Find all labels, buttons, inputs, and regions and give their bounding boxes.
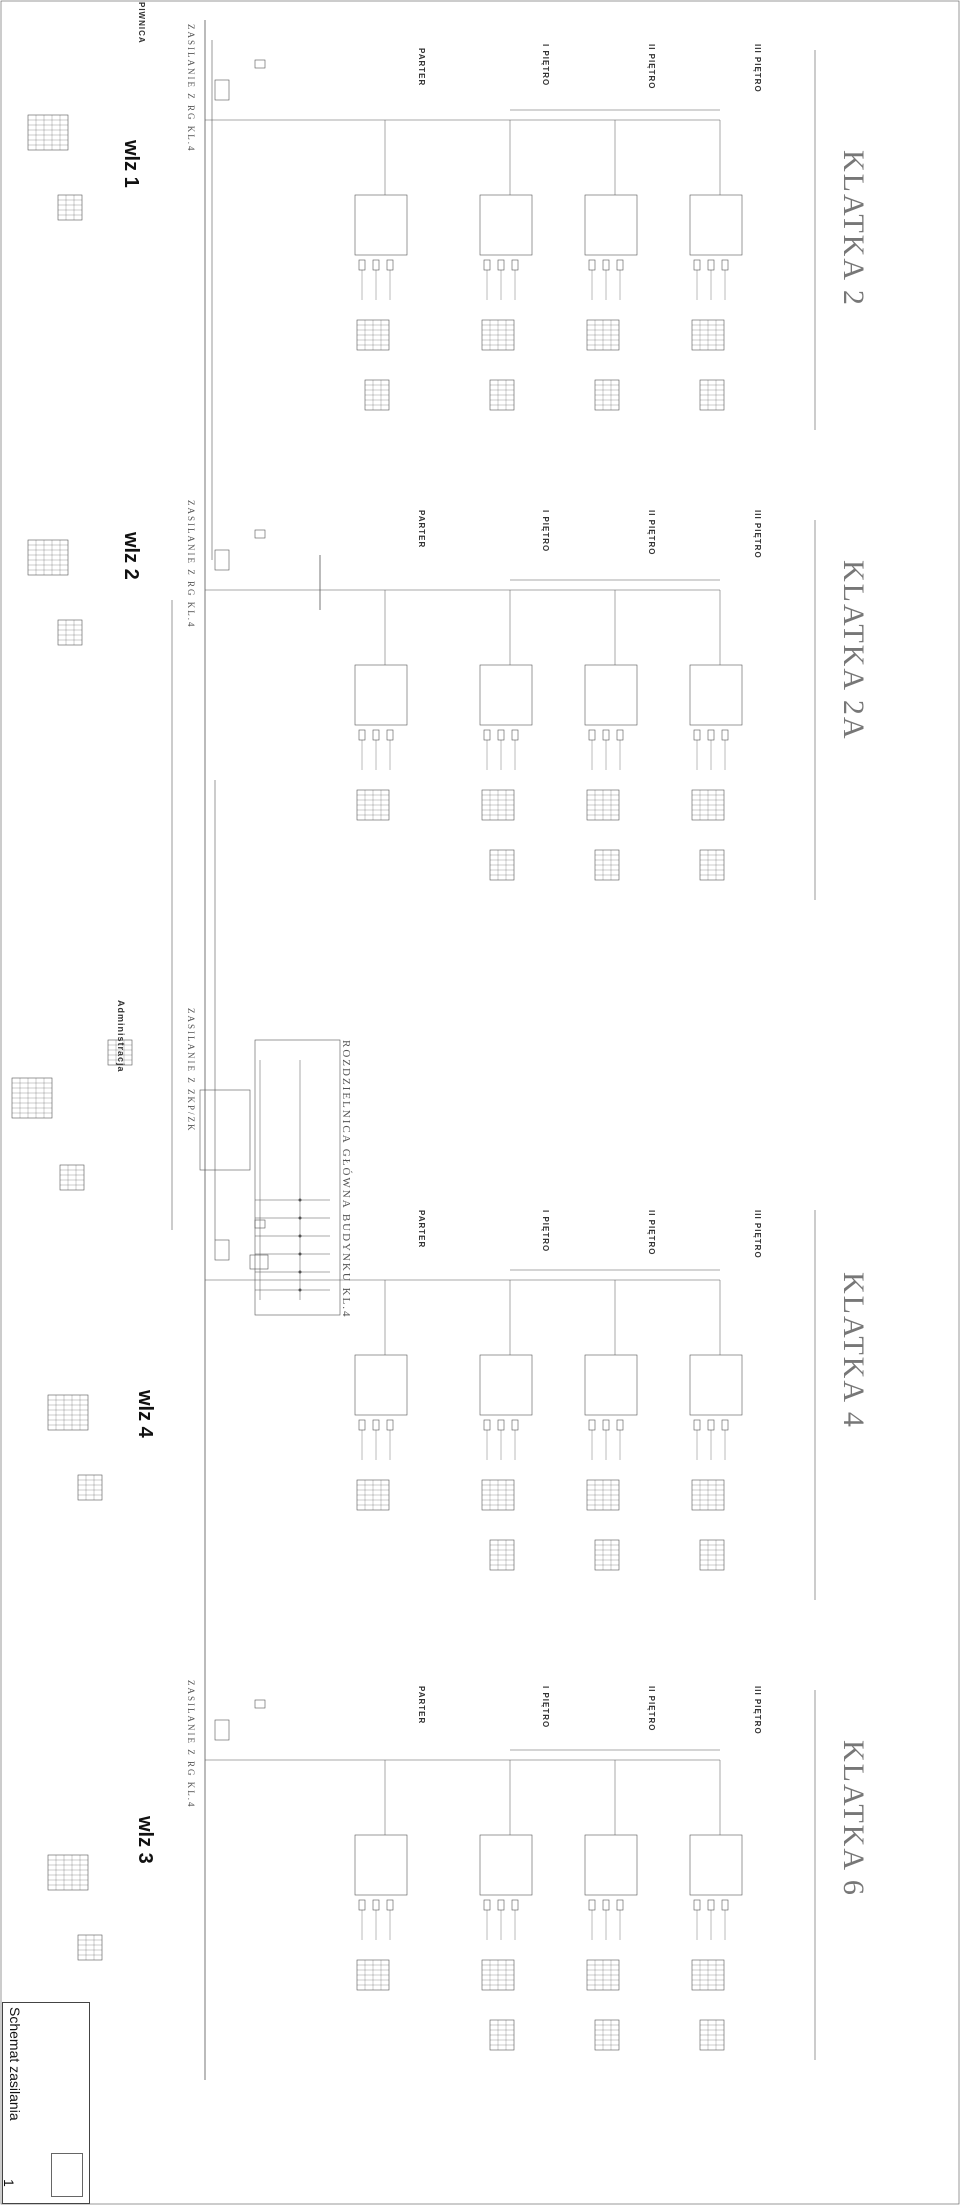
wlz-sub-table xyxy=(58,195,82,220)
feed-node xyxy=(215,1240,229,1260)
wlz-table xyxy=(48,1395,88,1430)
basement-label: PIWNICA xyxy=(137,2,146,44)
stairwell-title-klatka-6: KLATKA 6 xyxy=(837,1740,870,1897)
meter-box xyxy=(255,530,265,538)
meter-box xyxy=(255,1700,265,1708)
distribution-board xyxy=(690,1835,742,1895)
breaker xyxy=(359,1420,365,1430)
breaker xyxy=(498,1420,504,1430)
breaker xyxy=(722,260,728,270)
main-switchboard-label: ROZDZIELNICA GŁÓWNA BUDYNKU KL.4 xyxy=(340,1040,352,1319)
breaker xyxy=(708,730,714,740)
title-block xyxy=(2,2002,90,2204)
breaker xyxy=(387,1420,393,1430)
breaker xyxy=(603,1900,609,1910)
floor-label-pietro-3: III PIĘTRO xyxy=(753,510,762,559)
feed-node xyxy=(215,1720,229,1740)
wlz-sub-table xyxy=(58,620,82,645)
feed-label-klatka-6: ZASILANIE Z RG KL.4 xyxy=(186,1680,196,1809)
breaker xyxy=(359,730,365,740)
distribution-board xyxy=(690,1355,742,1415)
floor-label-parter: PARTER xyxy=(417,510,426,549)
feed-node xyxy=(215,550,229,570)
breaker xyxy=(708,1900,714,1910)
distribution-board xyxy=(480,1835,532,1895)
meter-box xyxy=(255,60,265,68)
breaker xyxy=(589,260,595,270)
breaker xyxy=(484,260,490,270)
feed-label-klatka-2: ZASILANIE Z RG KL.4 xyxy=(186,24,196,153)
floor-label-pietro-2: II PIĘTRO xyxy=(647,510,656,556)
breaker xyxy=(387,730,393,740)
floor-label-parter: PARTER xyxy=(417,48,426,87)
breaker xyxy=(617,260,623,270)
breaker xyxy=(484,1420,490,1430)
breaker xyxy=(589,1420,595,1430)
drawing-title: Schemat zasilania xyxy=(7,2007,23,2121)
breaker xyxy=(708,260,714,270)
breaker xyxy=(512,730,518,740)
distribution-board xyxy=(355,665,407,725)
floor-label-pietro-1: I PIĘTRO xyxy=(541,44,550,87)
distribution-board xyxy=(585,1835,637,1895)
floor-label-pietro-2: II PIĘTRO xyxy=(647,1686,656,1732)
admin-sub-table xyxy=(60,1165,84,1190)
breaker xyxy=(603,1420,609,1430)
breaker xyxy=(589,730,595,740)
switchboard-panel xyxy=(200,1090,250,1170)
breaker xyxy=(617,1900,623,1910)
floor-label-pietro-3: III PIĘTRO xyxy=(753,1686,762,1735)
breaker xyxy=(373,1900,379,1910)
stairwell-title-klatka-2a: KLATKA 2A xyxy=(837,560,870,741)
floor-label-pietro-2: II PIĘTRO xyxy=(647,1210,656,1256)
breaker xyxy=(512,1900,518,1910)
breaker xyxy=(387,1900,393,1910)
distribution-board xyxy=(480,195,532,255)
wlz-label-1: wlz 1 xyxy=(120,140,142,188)
breaker xyxy=(373,1420,379,1430)
distribution-board xyxy=(690,195,742,255)
protection-box xyxy=(250,1255,268,1269)
floor-label-parter: PARTER xyxy=(417,1210,426,1249)
floor-label-pietro-1: I PIĘTRO xyxy=(541,1210,550,1253)
breaker xyxy=(708,1420,714,1430)
distribution-board xyxy=(585,195,637,255)
breaker xyxy=(512,260,518,270)
wlz-label-4: wlz 4 xyxy=(134,1390,156,1438)
distribution-board xyxy=(690,665,742,725)
distribution-board xyxy=(355,195,407,255)
breaker xyxy=(373,260,379,270)
floor-label-parter: PARTER xyxy=(417,1686,426,1725)
floor-label-pietro-2: II PIĘTRO xyxy=(647,44,656,90)
feed-label-klatka-2a: ZASILANIE Z RG KL.4 xyxy=(186,500,196,629)
company-logo xyxy=(51,2153,83,2197)
wlz-label-2: wlz 2 xyxy=(120,532,142,580)
floor-label-pietro-1: I PIĘTRO xyxy=(541,1686,550,1729)
breaker xyxy=(694,1900,700,1910)
breaker xyxy=(512,1420,518,1430)
distribution-board xyxy=(355,1835,407,1895)
breaker xyxy=(359,260,365,270)
breaker xyxy=(498,1900,504,1910)
wlz-label-3: wlz 3 xyxy=(134,1816,156,1864)
breaker xyxy=(498,260,504,270)
breaker xyxy=(603,260,609,270)
breaker xyxy=(603,730,609,740)
breaker xyxy=(359,1900,365,1910)
breaker xyxy=(484,1900,490,1910)
wlz-table xyxy=(48,1855,88,1890)
distribution-board xyxy=(355,1355,407,1415)
distribution-board xyxy=(585,1355,637,1415)
stairwell-title-klatka-2: KLATKA 2 xyxy=(837,150,870,307)
wlz-sub-table xyxy=(78,1475,102,1500)
administration-label: Administracja xyxy=(116,1000,126,1073)
feed-label-klatka-4: ZASILANIE Z ZKP/ZK xyxy=(186,1008,196,1133)
breaker xyxy=(722,730,728,740)
floor-label-pietro-3: III PIĘTRO xyxy=(753,1210,762,1259)
wlz-sub-table xyxy=(78,1935,102,1960)
main-switchboard xyxy=(255,1040,340,1315)
breaker xyxy=(694,260,700,270)
breaker xyxy=(722,1900,728,1910)
distribution-board xyxy=(585,665,637,725)
distribution-board xyxy=(480,665,532,725)
breaker xyxy=(694,730,700,740)
breaker xyxy=(373,730,379,740)
distribution-board xyxy=(480,1355,532,1415)
breaker xyxy=(387,260,393,270)
stairwell-title-klatka-4: KLATKA 4 xyxy=(837,1272,870,1429)
breaker xyxy=(484,730,490,740)
breaker xyxy=(617,1420,623,1430)
wlz-table xyxy=(28,115,68,150)
floor-label-pietro-3: III PIĘTRO xyxy=(753,44,762,93)
floor-label-pietro-1: I PIĘTRO xyxy=(541,510,550,553)
breaker xyxy=(694,1420,700,1430)
breaker xyxy=(617,730,623,740)
breaker xyxy=(498,730,504,740)
breaker xyxy=(722,1420,728,1430)
feed-node xyxy=(215,80,229,100)
wlz-table xyxy=(28,540,68,575)
sheet-number: 1 xyxy=(1,2179,17,2187)
breaker xyxy=(589,1900,595,1910)
